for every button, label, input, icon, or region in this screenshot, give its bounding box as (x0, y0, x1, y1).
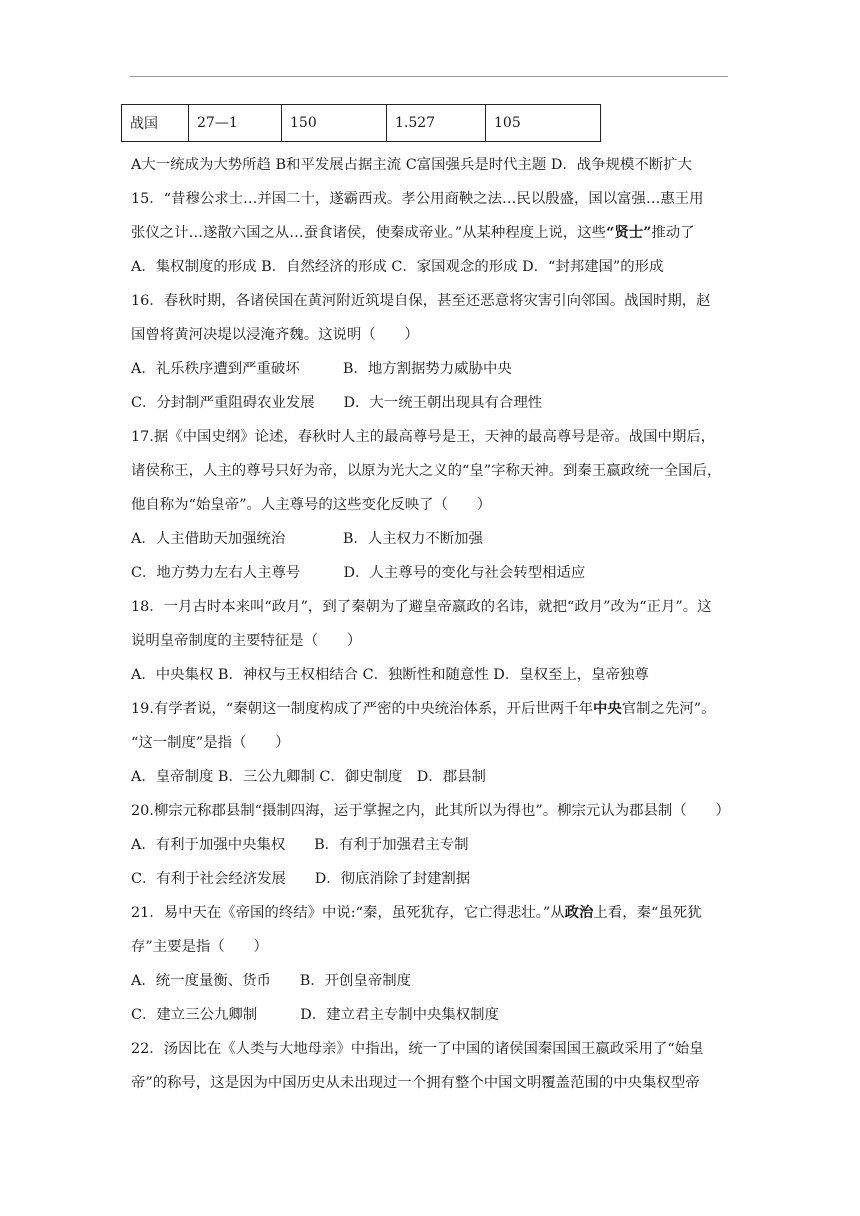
text-run: C．建立三公九卿制 D．建立君主专制中央集权制度 (131, 1007, 499, 1023)
text-run: A．有利于加强中央集权 B．有利于加强君主专制 (131, 837, 469, 853)
text-run: 21．易中天在《帝国的终结》中说:“秦，虽死犹存，它亡得悲壮。”从 (131, 905, 565, 921)
text-run: 16．春秋时期，各诸侯国在黄河附近筑堤自保，甚至还恶意将灾害引向邻国。战国时期，赵 (131, 293, 711, 309)
text-line (131, 488, 735, 522)
table-cell: 27—1 (189, 105, 282, 142)
text-run: 19.有学者说，“秦朝这一制度构成了严密的中央统治体系，开后世两千年 (131, 701, 593, 717)
text-line (131, 420, 735, 454)
text-run: “这一制度”是指（ ） (131, 735, 290, 751)
text-line (131, 386, 735, 420)
text-line (131, 250, 735, 284)
text-run: A．集权制度的形成 B．自然经济的形成 C．家国观念的形成 D．“封邦建国”的形成 (131, 259, 664, 275)
text-line (131, 148, 735, 182)
bold-text: 中央 (592, 700, 622, 717)
text-line (131, 726, 735, 760)
text-run: C．地方势力左右人主尊号 D．人主尊号的变化与社会转型相适应 (131, 565, 586, 581)
text-run: 15．“昔穆公求士…并国二十，遂霸西戎。孝公用商鞅之法…民以殷盛，国以富强…惠王用 (131, 191, 704, 207)
text-line (131, 590, 735, 624)
text-line (131, 658, 735, 692)
text-line (131, 862, 735, 896)
text-run: A．统一度量衡、货币 B．开创皇帝制度 (131, 973, 412, 989)
table-cell: 150 (282, 105, 387, 142)
text-line (131, 794, 735, 828)
header-rule (130, 76, 728, 77)
text-run: 他自称为“始皇帝”。人主尊号的这些变化反映了（ ） (131, 497, 492, 513)
text-line (131, 454, 735, 488)
text-line (131, 1032, 735, 1066)
text-run: 存”主要是指（ ） (131, 939, 268, 955)
text-line (131, 284, 735, 318)
text-line (131, 352, 735, 386)
text-run: 推动了 (651, 225, 695, 241)
text-run: 18．一月古时本来叫“政月”，到了秦朝为了避皇帝嬴政的名讳，就把“政月”改为“正月”。这 (131, 599, 712, 615)
text-line (131, 522, 735, 556)
text-run: A大一统成为大势所趋 B和平发展占据主流 C富国强兵是时代主题 D．战争规模不断扩大 (131, 157, 692, 173)
table-cell: 1.527 (387, 105, 486, 142)
text-run: A．礼乐秩序遭到严重破坏 B．地方割据势力威胁中央 (131, 361, 512, 377)
text-run: 诸侯称王，人主的尊号只好为帝，以原为光大之义的“皇”字称天神。到秦王嬴政统一全国后， (131, 463, 722, 479)
text-line (131, 318, 735, 352)
text-line (131, 964, 735, 998)
text-run: 国曾将黄河决堤以浸淹齐魏。这说明（ ） (131, 327, 419, 343)
text-run: 张仪之计…遂散六国之从…蚕食诸侯，使秦成帝业。”从某种程度上说，这些 (131, 225, 607, 241)
question-text (131, 148, 735, 1100)
text-run: 上看，秦“虽死犹 (593, 905, 702, 921)
text-line (131, 216, 735, 250)
text-run: 20.柳宗元称郡县制“摄制四海，运于掌握之内，此其所以为得也”。柳宗元认为郡县制（ ） (131, 803, 730, 819)
text-line (131, 896, 735, 930)
text-line (131, 624, 735, 658)
text-run: A．人主借助天加强统治 B．人主权力不断加强 (131, 531, 483, 547)
text-run: A．皇帝制度 B．三公九卿制 C．御史制度 D．郡县制 (131, 769, 486, 785)
text-line (131, 1066, 735, 1100)
table-row (122, 105, 601, 142)
data-table (121, 104, 601, 142)
table-cell: 战国 (122, 105, 189, 142)
text-line (131, 828, 735, 862)
text-line (131, 930, 735, 964)
text-run: 说明皇帝制度的主要特征是（ ） (131, 633, 362, 649)
table-cell: 105 (486, 105, 601, 142)
text-run: 官制之先河”。 (621, 701, 716, 717)
text-line (131, 760, 735, 794)
text-line (131, 998, 735, 1032)
bold-text: “贤士” (606, 224, 652, 241)
text-run: 17.据《中国史纲》论述，春秋时人主的最高尊号是王，天神的最高尊号是帝。战国中期后， (131, 429, 716, 445)
text-line (131, 182, 735, 216)
text-run: 帝”的称号，这是因为中国历史从未出现过一个拥有整个中国文明覆盖范围的中央集权型帝 (131, 1075, 700, 1091)
text-run: C．分封制严重阻碍农业发展 D．大一统王朝出现具有合理性 (131, 395, 543, 411)
text-run: C．有利于社会经济发展 D．彻底消除了封建割据 (131, 871, 471, 887)
text-line (131, 556, 735, 590)
text-run: A．中央集权 B．神权与王权相结合 C．独断性和随意性 D．皇权至上，皇帝独尊 (131, 667, 649, 683)
text-run: 22．汤因比在《人类与大地母亲》中指出，统一了中国的诸侯国秦国国王嬴政采用了“始皇 (131, 1041, 704, 1057)
text-line (131, 692, 735, 726)
bold-text: 政治 (564, 904, 594, 921)
